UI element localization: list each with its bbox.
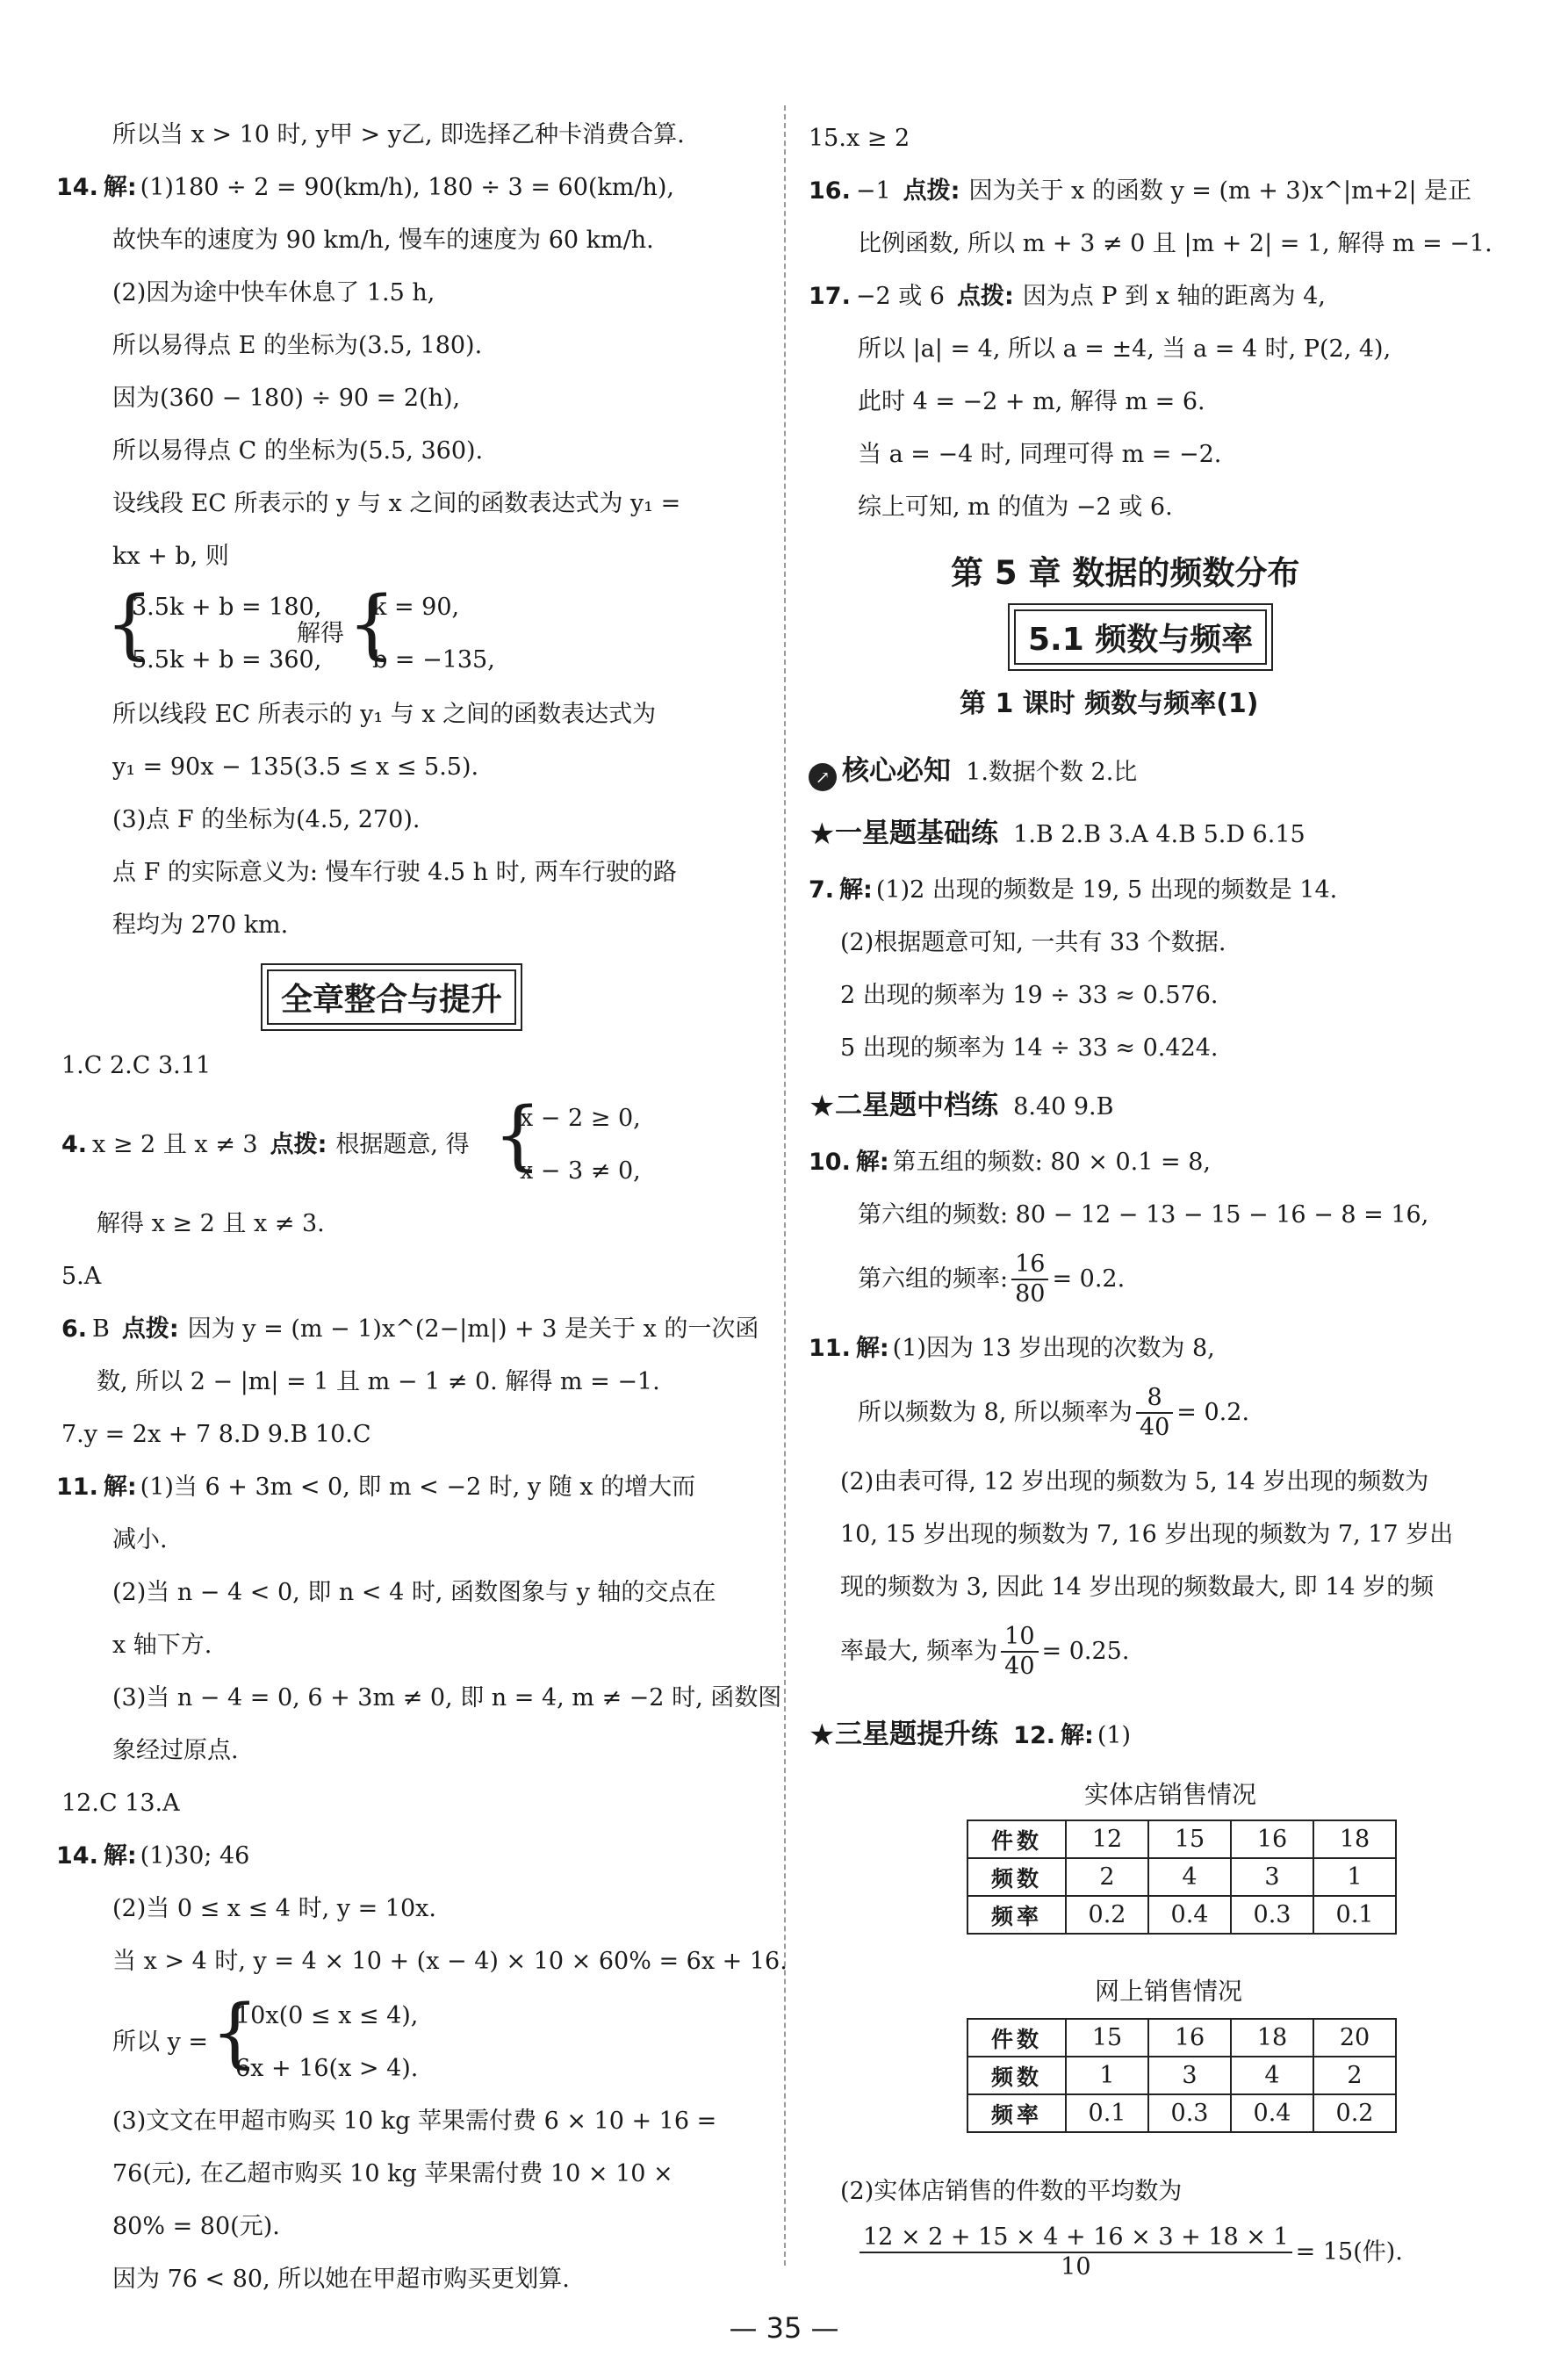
text-line: 程均为 270 km. <box>112 912 289 939</box>
fraction-line <box>840 1623 1129 1682</box>
fraction-line <box>856 2223 1403 2282</box>
problem-number: 11. <box>56 1474 98 1501</box>
star2-title: 二星题中档练 <box>835 1090 998 1121</box>
solution-label: 解: <box>1061 1722 1094 1749</box>
table-header-cell: 频率 <box>967 1896 1066 1934</box>
problem-number: 4. <box>61 1131 88 1158</box>
table-header-cell: 件数 <box>967 2019 1066 2057</box>
text-line: 所以易得点 C 的坐标为(5.5, 360). <box>112 437 484 465</box>
text: = 15(件). <box>1295 2237 1403 2266</box>
solution-label: 解: <box>103 174 137 201</box>
text-line: 点 F 的实际意义为: 慢车行驶 4.5 h 时, 两车行驶的路 <box>112 859 677 886</box>
text-line: x 轴下方. <box>112 1632 212 1659</box>
case: 10x(0 ≤ x ≤ 4), <box>235 2002 419 2029</box>
problem-10-first-line <box>809 1149 1211 1177</box>
text-line: 当 x > 4 时, y = 4 × 10 + (x − 4) × 10 × 60% = 6x + 16. <box>112 1948 788 1975</box>
table-cell: 0.1 <box>1313 1896 1396 1934</box>
text-line: 因为(360 − 180) ÷ 90 = 2(h), <box>112 385 461 412</box>
answers-line: 7.y = 2x + 7 8.D 9.B 10.C <box>61 1421 371 1448</box>
text-line: 数, 所以 2 − |m| = 1 且 m − 1 ≠ 0. 解得 m = −1. <box>97 1368 660 1395</box>
text: (1)2 出现的频数是 19, 5 出现的频数是 14. <box>875 876 1338 904</box>
section-title-box: 5.1 频数与频率 <box>1014 609 1267 665</box>
table-cell: 0.4 <box>1231 2094 1313 2132</box>
numerator: 10 <box>1001 1623 1038 1653</box>
text-line: (3)文文在甲超市购买 10 kg 苹果需付费 6 × 10 + 16 = <box>112 2108 717 2135</box>
table1-caption: 实体店销售情况 <box>1084 1780 1257 1809</box>
problem-number: 16. <box>809 177 851 205</box>
star-icon: ★ <box>809 817 836 852</box>
text-line: (2)根据题意可知, 一共有 33 个数据. <box>840 929 1226 956</box>
answers-line: 12.C 13.A <box>61 1790 180 1817</box>
table-cell: 0.3 <box>1148 2094 1231 2132</box>
answers-line: 1.C 2.C 3.11 <box>61 1052 212 1079</box>
fraction-line <box>858 1250 1125 1309</box>
text-line: (2)由表可得, 12 岁出现的频数为 5, 14 岁出现的频数为 <box>840 1468 1429 1495</box>
star1-answers: 1.B 2.B 3.A 4.B 5.D 6.15 <box>1013 821 1305 848</box>
problem-number: 7. <box>809 876 835 904</box>
table2-caption: 网上销售情况 <box>1095 1977 1243 2006</box>
problem-11-first-line <box>809 1335 1215 1363</box>
denominator: 80 <box>1015 1280 1046 1308</box>
answer: B <box>92 1315 110 1343</box>
text-line: 因为 76 < 80, 所以她在甲超市购买更划算. <box>112 2266 570 2293</box>
left-brace: { <box>348 580 396 668</box>
fraction <box>1011 1250 1048 1309</box>
table-cell: 16 <box>1231 1820 1313 1858</box>
text-line: 所以当 x > 10 时, y甲 > y乙, 即选择乙种卡消费合算. <box>112 121 685 148</box>
text-line: (2)当 0 ≤ x ≤ 4 时, y = 10x. <box>112 1895 436 1922</box>
table-cell: 18 <box>1231 2019 1313 2057</box>
core-title: 核心必知 <box>842 755 951 787</box>
numerator: 16 <box>1011 1250 1048 1280</box>
fraction-line <box>858 1384 1249 1443</box>
text-line: (2)实体店销售的件数的平均数为 <box>840 2178 1183 2205</box>
problem-7-first-line <box>809 876 1337 904</box>
table-row <box>967 2057 1396 2094</box>
table-row <box>967 2019 1396 2057</box>
text: (1)30; 46 <box>140 1842 250 1870</box>
problem-16-first-line <box>809 177 1471 205</box>
text: = 0.2. <box>1176 1398 1250 1426</box>
text-line: 5 出现的频率为 14 ÷ 33 ≈ 0.424. <box>840 1034 1219 1062</box>
text-line: 此时 4 = −2 + m, 解得 m = 6. <box>858 388 1205 415</box>
problem-11-first-line <box>56 1474 695 1502</box>
left-brace: { <box>211 1989 259 2077</box>
numerator: 8 <box>1136 1384 1173 1414</box>
table-row <box>967 1858 1396 1896</box>
star3-title: 三星题提升练 <box>835 1719 998 1750</box>
problem-number: 10. <box>809 1149 851 1176</box>
solution-label: 解: <box>103 1474 137 1501</box>
numerator: 12 × 2 + 15 × 4 + 16 × 3 + 18 × 1 <box>860 2223 1292 2253</box>
text: (1)当 6 + 3m < 0, 即 m < −2 时, y 随 x 的增大而 <box>140 1474 696 1501</box>
text: 根据题意, 得 <box>335 1131 470 1158</box>
text-line: (3)当 n − 4 = 0, 6 + 3m ≠ 0, 即 n = 4, m ≠ −2 时, 函数图 <box>112 1684 782 1711</box>
core-text: 1.数据个数 2.比 <box>966 759 1138 786</box>
text-line: 解得 x ≥ 2 且 x ≠ 3. <box>97 1210 325 1237</box>
fraction <box>1001 1623 1038 1682</box>
chapter-title: 第 5 章 数据的频数分布 <box>951 554 1300 592</box>
table-cell: 12 <box>1066 1820 1148 1858</box>
case: 6x + 16(x > 4). <box>235 2055 419 2082</box>
text-line: 现的频数为 3, 因此 14 岁出现的频数最大, 即 14 岁的频 <box>840 1574 1435 1601</box>
text-line: 所以 |a| = 4, 所以 a = ±4, 当 a = 4 时, P(2, 4), <box>858 335 1392 363</box>
text: 率最大, 频率为 <box>840 1637 998 1665</box>
equation: b = −135, <box>372 646 495 674</box>
table-cell: 4 <box>1231 2057 1313 2094</box>
text-line: 所以线段 EC 所表示的 y₁ 与 x 之间的函数表达式为 <box>112 701 657 728</box>
table-cell: 15 <box>1148 1820 1231 1858</box>
text: 所以频数为 8, 所以频率为 <box>858 1398 1133 1426</box>
left-brace: { <box>493 1092 542 1179</box>
denominator: 10 <box>1061 2253 1091 2281</box>
table-cell: 1 <box>1066 2057 1148 2094</box>
problem-number: 14. <box>56 1842 98 1870</box>
solution-label: 解: <box>855 1149 889 1176</box>
condition: x − 2 ≥ 0, <box>520 1105 641 1132</box>
text-line: (2)当 n − 4 < 0, 即 n < 4 时, 函数图象与 y 轴的交点在 <box>112 1579 716 1606</box>
answer: −2 或 6 <box>855 283 945 310</box>
star2-line <box>809 1089 1113 1125</box>
text-line: 象经过原点. <box>112 1737 239 1764</box>
text-line: 当 a = −4 时, 同理可得 m = −2. <box>858 441 1222 468</box>
star1-title: 一星题基础练 <box>835 818 998 849</box>
text-line: 设线段 EC 所表示的 y 与 x 之间的函数表达式为 y₁ = <box>112 490 681 517</box>
problem-number: 6. <box>61 1315 88 1343</box>
problem-number: 12. <box>1013 1722 1056 1749</box>
star1-line <box>809 817 1305 853</box>
text-line: 80% = 80(元). <box>112 2213 280 2240</box>
denominator: 40 <box>1139 1414 1170 1442</box>
table-cell: 20 <box>1313 2019 1396 2057</box>
solution-label: 解: <box>839 876 873 904</box>
table-cell: 0.1 <box>1066 2094 1148 2132</box>
problem-14b-first-line <box>56 1842 249 1870</box>
text-line: (3)点 F 的坐标为(4.5, 270). <box>112 806 421 833</box>
equation: 3.5k + b = 180, <box>132 594 322 621</box>
table-row <box>967 1820 1396 1858</box>
text-line: 所以易得点 E 的坐标为(3.5, 180). <box>112 332 483 359</box>
denominator: 40 <box>1004 1653 1035 1681</box>
answers-line: 15.x ≥ 2 <box>809 125 910 152</box>
text-line: (2)因为途中快车休息了 1.5 h, <box>112 279 435 306</box>
table-cell: 15 <box>1066 2019 1148 2057</box>
fraction <box>1136 1384 1173 1443</box>
table-header-cell: 频数 <box>967 2057 1066 2094</box>
star-icon: ★ <box>809 1089 836 1124</box>
text-line: kx + b, 则 <box>112 543 229 570</box>
table-cell: 1 <box>1313 1858 1396 1896</box>
table-cell: 0.2 <box>1066 1896 1148 1934</box>
hint-label: 点拨: <box>957 283 1014 310</box>
fraction <box>860 2223 1292 2282</box>
text: 因为点 P 到 x 轴的距离为 4, <box>1022 283 1326 310</box>
hint-label: 点拨: <box>903 177 960 205</box>
text: 因为 y = (m − 1)x^(2−|m|) + 3 是关于 x 的一次函 <box>187 1315 759 1343</box>
table-header-cell: 频率 <box>967 2094 1066 2132</box>
table-header-cell: 频数 <box>967 1858 1066 1896</box>
text: (1)180 ÷ 2 = 90(km/h), 180 ÷ 3 = 60(km/h), <box>140 174 674 201</box>
problem-14-first-line <box>56 174 674 202</box>
text: 所以 y = <box>112 2029 209 2056</box>
table-cell: 16 <box>1148 2019 1231 2057</box>
star-icon: ★ <box>809 1718 836 1753</box>
table-row <box>967 1896 1396 1934</box>
problem-number: 11. <box>809 1335 851 1362</box>
text-line: 减小. <box>112 1526 168 1553</box>
text-line: y₁ = 90x − 135(3.5 ≤ x ≤ 5.5). <box>112 753 479 781</box>
text-line: 2 出现的频率为 19 ÷ 33 ≈ 0.576. <box>840 982 1219 1009</box>
solution-label: 解: <box>855 1335 889 1362</box>
problem-number: 14. <box>56 174 98 201</box>
table-cell: 0.3 <box>1231 1896 1313 1934</box>
text: (1) <box>1097 1722 1132 1749</box>
text: 因为关于 x 的函数 y = (m + 3)x^|m+2| 是正 <box>968 177 1472 205</box>
text: 第六组的频率: <box>858 1265 1009 1293</box>
text: = 0.25. <box>1041 1637 1130 1665</box>
text: (1)因为 13 岁出现的次数为 8, <box>892 1335 1215 1362</box>
table-cell: 4 <box>1148 1858 1231 1896</box>
left-brace: { <box>105 580 154 668</box>
solution-label: 解: <box>103 1842 137 1870</box>
equation: 5.5k + b = 360, <box>132 646 322 674</box>
answer: x ≥ 2 且 x ≠ 3 <box>92 1131 258 1158</box>
table-cell: 0.2 <box>1313 2094 1396 2132</box>
star3-line <box>809 1718 1131 1754</box>
hint-label: 点拨: <box>270 1131 327 1158</box>
problem-17-first-line <box>809 283 1326 311</box>
text-line: 综上可知, m 的值为 −2 或 6. <box>858 494 1173 521</box>
lesson-title: 第 1 课时 频数与频率(1) <box>960 688 1259 719</box>
text: 第五组的频数: 80 × 0.1 = 8, <box>892 1149 1211 1176</box>
page-number: — 35 — <box>729 2311 839 2345</box>
table-header-cell: 件数 <box>967 1820 1066 1858</box>
problem-6-first-line <box>61 1315 759 1344</box>
equation: k = 90, <box>372 594 460 621</box>
table-cell: 2 <box>1313 2057 1396 2094</box>
text-line: 76(元), 在乙超市购买 10 kg 苹果需付费 10 × 10 × <box>112 2160 673 2187</box>
table-cell: 18 <box>1313 1820 1396 1858</box>
table-cell: 3 <box>1231 1858 1313 1896</box>
text-line: 第六组的频数: 80 − 12 − 13 − 15 − 16 − 8 = 16, <box>858 1201 1429 1229</box>
text: = 0.2. <box>1052 1265 1126 1293</box>
text-line: 10, 15 岁出现的频数为 7, 16 岁出现的频数为 7, 17 岁出 <box>840 1521 1454 1548</box>
condition: x − 3 ≠ 0, <box>520 1157 641 1185</box>
section-title-box: 全章整合与提升 <box>267 969 516 1025</box>
column-divider <box>784 105 786 2266</box>
answers-line: 5.A <box>61 1263 102 1290</box>
core-knowledge-line <box>809 755 1137 791</box>
table-cell: 3 <box>1148 2057 1231 2094</box>
table-physical-store <box>967 1820 1397 1935</box>
table-row <box>967 2094 1396 2132</box>
answer: −1 <box>855 177 891 205</box>
solve-word: 解得 <box>297 620 344 647</box>
table-cell: 2 <box>1066 1858 1148 1896</box>
core-knowledge-icon: ↗ <box>809 763 837 791</box>
table-online-store <box>967 2018 1397 2133</box>
hint-label: 点拨: <box>121 1315 179 1343</box>
table-cell: 0.4 <box>1148 1896 1231 1934</box>
star2-answers: 8.40 9.B <box>1013 1093 1114 1121</box>
text-line: 比例函数, 所以 m + 3 ≠ 0 且 |m + 2| = 1, 解得 m = −1. <box>858 230 1492 257</box>
text-line: 故快车的速度为 90 km/h, 慢车的速度为 60 km/h. <box>112 227 654 254</box>
problem-number: 17. <box>809 283 851 310</box>
